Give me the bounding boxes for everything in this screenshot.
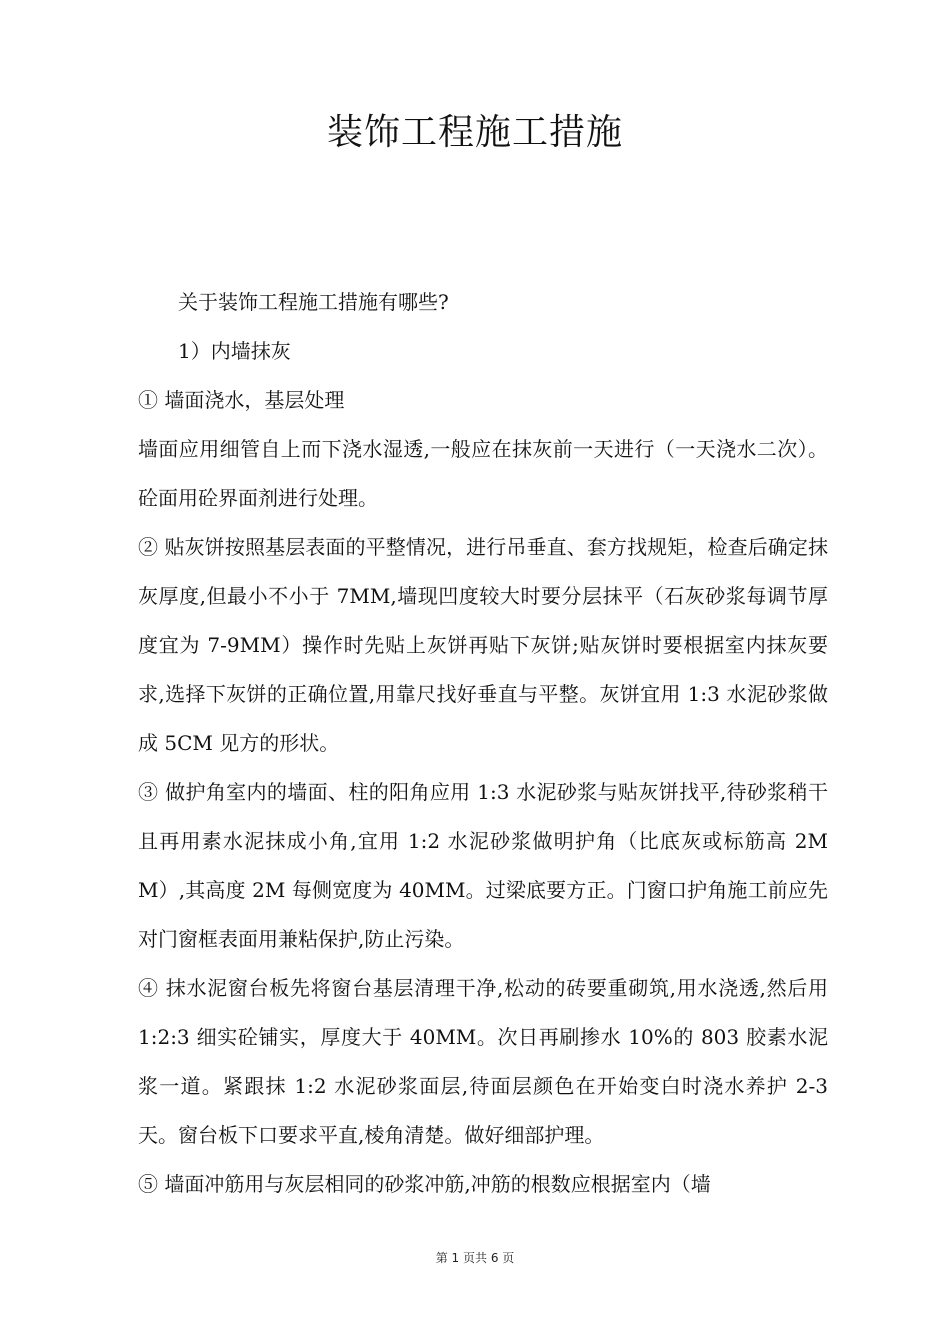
document-body [138, 278, 828, 1209]
step-5-paragraph: ⑤ 墙面冲筋用与灰层相同的砂浆冲筋,冲筋的根数应根据室内（墙 [138, 1172, 711, 1196]
step-3-paragraph: ③ 做护角室内的墙面、柱的阳角应用 1:3 水泥砂浆与贴灰饼找平,待砂浆稍干且再用素水泥抹成小角,宜用 1:2 水泥砂浆做明护角（比底灰或标筋高 2MM）,其高度 2M 每侧宽度为 40MM。过梁底要方正。门窗口护角施工前应先对门窗框表面用兼粘保护,防止污染。 [138, 780, 828, 951]
step-1-heading: ① 墙面浇水，基层处理 [138, 388, 345, 412]
step-1-body: 墙面应用细管自上而下浇水湿透,一般应在抹灰前一天进行（一天浇水二次）。砼面用砼界面剂进行处理。 [138, 437, 828, 510]
step-4-paragraph: ④ 抹水泥窗台板先将窗台基层清理干净,松动的砖要重砌筑,用水浇透,然后用 1:2:3 细实砼铺实，厚度大于 40MM。次日再刷掺水 10%的 803 胶素水泥浆一道。紧跟抹 1:2 水泥砂浆面层,待面层颜色在开始变白时浇水养护 2-3 天。窗台板下口要求平直,棱角清楚。做好细部护理。 [138, 976, 828, 1147]
page-footer: 第 1 页共 6 页 [435, 1251, 515, 1265]
step-2-paragraph: ② 贴灰饼按照基层表面的平整情况，进行吊垂直、套方找规矩，检查后确定抹灰厚度,但最小不小于 7MM,墙现凹度较大时要分层抹平（石灰砂浆每调节厚度宜为 7-9MM）操作时先贴上灰饼再贴下灰饼;贴灰饼时要根据室内抹灰要求,选择下灰饼的正确位置,用靠尺找好垂直与平整。灰饼宜用 1:3 水泥砂浆做成 5CM 见方的形状。 [138, 535, 828, 755]
document-title: 装饰工程施工措施 [326, 112, 623, 153]
intro-question: 关于装饰工程施工措施有哪些? [178, 290, 449, 314]
section-heading-interior-plaster: 1）内墙抹灰 [178, 339, 291, 363]
